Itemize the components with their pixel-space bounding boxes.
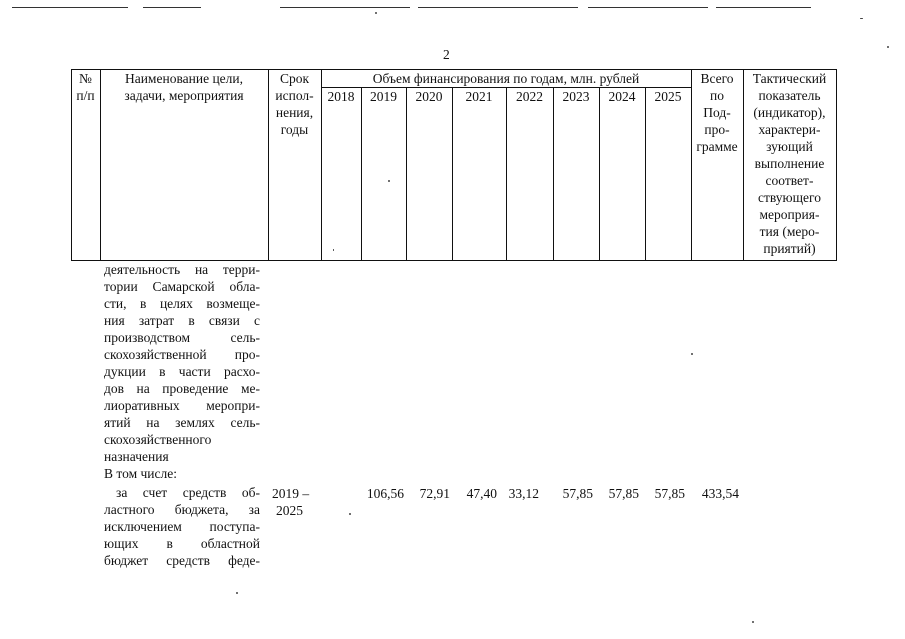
header-year: 2020 [415, 89, 443, 104]
header-year: 2022 [516, 89, 543, 104]
header-indicator-line: зующий [766, 139, 813, 154]
header-indicator-line: мероприя- [759, 207, 820, 222]
col-border [406, 87, 407, 260]
header-term-line: нения, [275, 105, 314, 120]
header-num-line: № [79, 71, 92, 86]
header-indicator-line: соответ- [765, 173, 814, 188]
row-value-2020: 72,91 [419, 486, 450, 501]
description-line: тории Самарской обла- [104, 279, 260, 294]
header-year: 2021 [465, 89, 493, 104]
header-indicator-line: характери- [758, 122, 821, 137]
row-value-total: 433,54 [701, 486, 739, 501]
scan-speck [333, 249, 334, 251]
header-term-line: испол- [275, 88, 314, 103]
scan-artifact-line [418, 7, 578, 8]
header-funding-title: Объем финансирования по годам, млн. рублей [372, 71, 640, 86]
row-value-2019: 106,56 [366, 486, 404, 501]
row-name-line: бюджет средств феде- [104, 553, 260, 568]
header-total-line: по [710, 88, 724, 103]
col-border [645, 87, 646, 260]
scan-speck [887, 46, 889, 48]
header-indicator-line: показатель [758, 88, 821, 103]
header-indicator-line: ствующего [758, 190, 821, 205]
description-line: дукции в части расхо- [104, 364, 260, 379]
description-line: ятий на землях сель- [104, 415, 260, 430]
scan-artifact-line [143, 7, 201, 8]
description-line: деятельность на терри- [104, 262, 260, 277]
description-line: лиоративных меропри- [104, 398, 260, 413]
header-year: 2023 [562, 89, 590, 104]
header-year: 2019 [370, 89, 397, 104]
row-value-2022: 33,12 [508, 486, 539, 501]
row-term-line: 2019 – [272, 486, 310, 501]
header-year: 2025 [654, 89, 682, 104]
description-line: скохозяйственного [104, 432, 212, 447]
row-value-2024: 57,85 [608, 486, 639, 501]
scan-speck [752, 621, 754, 623]
scan-speck [349, 513, 351, 515]
header-total-line: Под- [703, 105, 731, 120]
row-name-line: ластного бюджета, за [104, 502, 260, 517]
description-line: назначения [104, 449, 169, 464]
scan-speck [375, 12, 377, 14]
header-year: 2024 [608, 89, 636, 104]
header-indicator-line: Тактический [752, 71, 827, 86]
description-line: ния затрат в связи с [104, 313, 260, 328]
description-line: сти, в целях возмеще- [104, 296, 260, 311]
header-term-line: Срок [279, 71, 310, 86]
col-border [553, 87, 554, 260]
subheading: В том числе: [104, 466, 177, 481]
description-line: производством сель- [104, 330, 260, 345]
page-number: 2 [443, 47, 450, 62]
scan-artifact-line [12, 7, 128, 8]
col-border [361, 87, 362, 260]
header-indicator-line: (индикатор), [753, 105, 826, 120]
row-value-2025: 57,85 [654, 486, 685, 501]
header-name-line: Наименование цели, [124, 71, 244, 86]
header-total-line: грамме [696, 139, 738, 154]
header-year: 2018 [327, 89, 355, 104]
scan-speck [236, 592, 238, 594]
col-border [599, 87, 600, 260]
header-total-line: Всего [700, 71, 734, 86]
description-line: дов на проведение ме- [104, 381, 260, 396]
header-indicator-line: приятий) [763, 241, 816, 256]
header-indicator-line: тия (меро- [759, 224, 820, 239]
header-indicator-line: выполнение [754, 156, 825, 171]
col-border [836, 69, 837, 260]
header-num-line: п/п [76, 88, 95, 103]
header-name-line: задачи, мероприятия [124, 88, 244, 103]
row-value-2023: 57,85 [562, 486, 593, 501]
scan-artifact-line [716, 7, 811, 8]
row-value-2021: 47,40 [466, 486, 497, 501]
row-term-line: 2025 [276, 503, 303, 518]
row-name-line: за счет средств об- [116, 485, 260, 500]
scan-artifact-line [588, 7, 708, 8]
scan-speck [691, 353, 693, 355]
row-name-line: исключением поступа- [104, 519, 260, 534]
header-term-line: годы [280, 122, 309, 137]
header-total-line: про- [704, 122, 730, 137]
description-line: скохозяйственной про- [104, 347, 260, 362]
table-border-bottom [71, 260, 837, 261]
scan-speck [388, 180, 390, 182]
col-border [506, 87, 507, 260]
scan-artifact-line [280, 7, 410, 8]
row-name-line: ющих в областной [104, 536, 260, 551]
scan-speck [860, 18, 863, 19]
col-border [452, 87, 453, 260]
